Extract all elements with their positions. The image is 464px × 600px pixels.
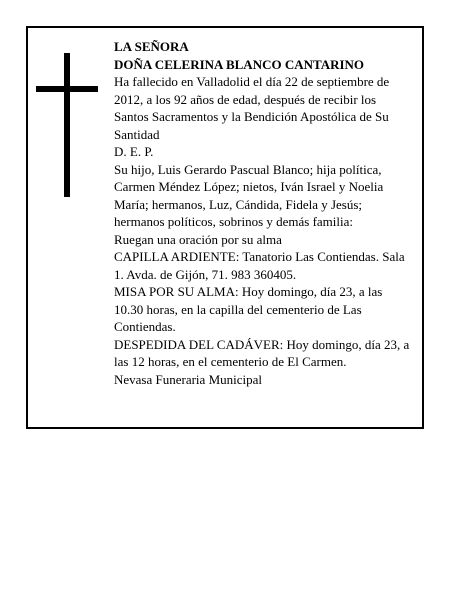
cross-horizontal-bar <box>36 86 98 92</box>
death-announcement: Ha fallecido en Valladolid el día 22 de septiembre de 2012, a los 92 años de edad, después de recibir los Santos Sacramentos y la Bendición Apostólica de Su Santidad <box>114 74 390 142</box>
cross-icon <box>36 53 98 197</box>
family-list: Su hijo, Luis Gerardo Pascual Blanco; hija política, Carmen Méndez López; nietos, Iván Israel y Noelia María; hermanos, Luz, Cándida, Fidela y Jesús; hermanos políticos, sobrinos y demás familia: <box>114 161 384 229</box>
cross-vertical-bar <box>64 53 70 197</box>
prayer-request: Ruegan una oración por su alma <box>114 231 282 247</box>
farewell-info: DESPEDIDA DEL CADÁVER: Hoy domingo, día 23, a las 12 horas, en el cementerio de El Carmen. <box>114 336 410 369</box>
mass-info: MISA POR SU ALMA: Hoy domingo, día 23, a las 10.30 horas, en la capilla del cementerio de Las Contiendas. <box>114 284 383 334</box>
funeral-home: Nevasa Funeraria Municipal <box>114 371 263 387</box>
deceased-name: DOÑA CELERINA BLANCO CANTARINO <box>114 56 365 72</box>
obituary-text <box>114 38 414 388</box>
rip-line: D. E. P. <box>114 144 154 159</box>
chapel-info: CAPILLA ARDIENTE: Tanatorio Las Contiendas. Sala 1. Avda. de Gijón, 71. 983 360405. <box>114 249 405 282</box>
notice-title: LA SEÑORA <box>114 39 189 54</box>
